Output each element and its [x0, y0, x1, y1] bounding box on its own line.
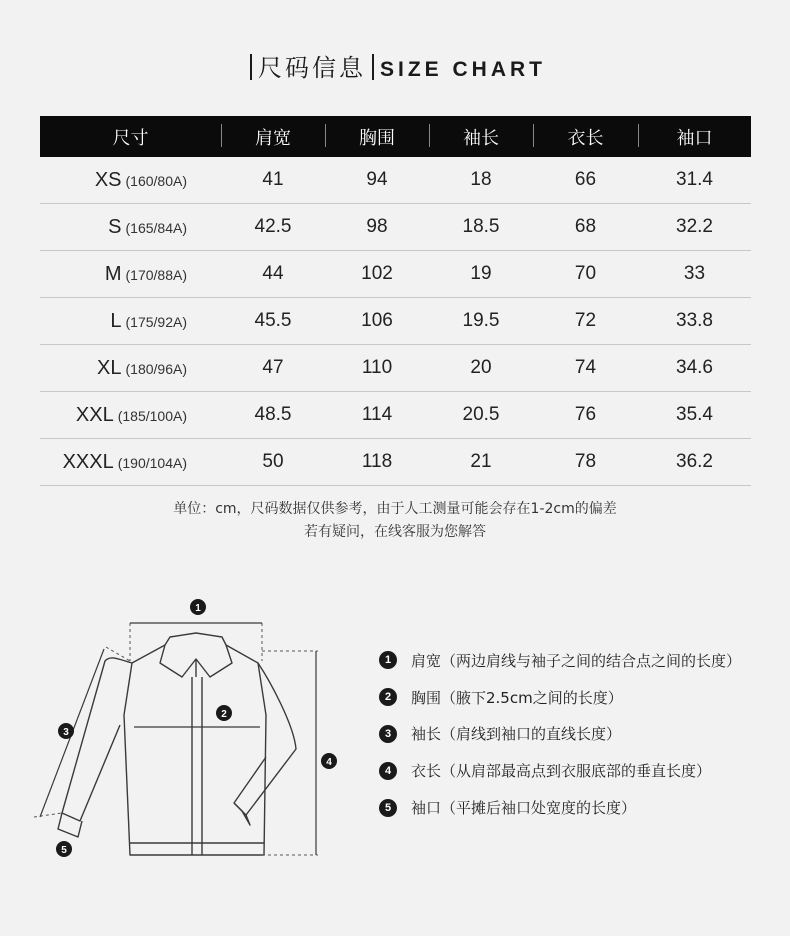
size-code: XXL	[75, 403, 114, 426]
marker-1-label: 1	[195, 603, 201, 614]
size-code: XXXL	[62, 450, 114, 473]
size-code: S	[108, 215, 122, 238]
shirt-diagram	[0, 585, 360, 885]
shirt-left-sleeve	[62, 658, 132, 821]
sleeve-cell: 18	[429, 157, 533, 204]
shoulder-cell: 47	[221, 345, 325, 392]
chest-cell: 110	[325, 345, 429, 392]
chest-cell: 98	[325, 204, 429, 251]
table-header-row	[40, 116, 751, 157]
sleeve-cell: 19.5	[429, 298, 533, 345]
shirt-outline	[124, 645, 266, 855]
title-divider	[250, 54, 252, 80]
legend-item	[379, 789, 741, 826]
header-length: 衣长	[533, 116, 638, 157]
length-cell: 66	[533, 157, 638, 204]
legend-number: 1	[379, 651, 397, 669]
measure-legend	[379, 642, 741, 826]
size-code: L	[110, 309, 122, 332]
size-cell	[40, 298, 221, 345]
header-sleeve: 袖长	[429, 116, 533, 157]
chest-cell: 118	[325, 439, 429, 486]
size-cell	[40, 439, 221, 486]
table-row	[40, 204, 751, 251]
title-en: SIZE CHART	[380, 58, 546, 81]
size-cell	[40, 392, 221, 439]
sleeve-cell: 19	[429, 251, 533, 298]
size-cell	[40, 251, 221, 298]
legend-number: 3	[379, 725, 397, 743]
legend-item	[379, 642, 741, 679]
cuff-cell: 33	[638, 251, 751, 298]
sleeve-cell: 20.5	[429, 392, 533, 439]
shoulder-cell: 50	[221, 439, 325, 486]
size-table	[40, 116, 751, 486]
size-spec: (160/80A)	[125, 172, 187, 189]
shoulder-cell: 45.5	[221, 298, 325, 345]
size-code: M	[104, 262, 122, 285]
table-row	[40, 345, 751, 392]
chest-cell: 102	[325, 251, 429, 298]
cuff-cell: 36.2	[638, 439, 751, 486]
length-cell: 72	[533, 298, 638, 345]
sleeve-cell: 21	[429, 439, 533, 486]
shoulder-cell: 42.5	[221, 204, 325, 251]
unit-note: 单位：cm，尺码数据仅供参考，由于人工测量可能会存在1-2cm的偏差	[173, 501, 617, 517]
table-row	[40, 392, 751, 439]
size-code: XL	[97, 356, 122, 379]
marker-5-label: 5	[61, 845, 67, 856]
shoulder-cell: 41	[221, 157, 325, 204]
header-chest: 胸围	[325, 116, 429, 157]
legend-number: 2	[379, 688, 397, 706]
marker-2-label: 2	[221, 709, 227, 720]
legend-text: 肩宽（两边肩线与袖子之间的结合点之间的长度）	[411, 651, 742, 670]
length-cell: 70	[533, 251, 638, 298]
shirt-placket	[192, 677, 202, 855]
size-spec: (185/100A)	[117, 407, 187, 424]
shoulder-cell: 48.5	[221, 392, 325, 439]
legend-item	[379, 716, 741, 753]
title-divider	[372, 54, 374, 80]
size-cell	[40, 204, 221, 251]
size-spec: (170/88A)	[125, 266, 187, 283]
chest-cell: 106	[325, 298, 429, 345]
table-row	[40, 157, 751, 204]
legend-number: 4	[379, 762, 397, 780]
header-size: 尺寸	[40, 116, 221, 157]
legend-text: 袖长（肩线到袖口的直线长度）	[411, 725, 622, 744]
legend-text: 衣长（从肩部最高点到衣服底部的垂直长度）	[411, 762, 712, 781]
size-code: XS	[94, 168, 122, 191]
shoulder-cell: 44	[221, 251, 325, 298]
legend-number: 5	[379, 799, 397, 817]
table-row	[40, 298, 751, 345]
cuff-cell: 31.4	[638, 157, 751, 204]
sleeve-cell: 18.5	[429, 204, 533, 251]
legend-item	[379, 752, 741, 789]
size-spec: (165/84A)	[125, 219, 187, 236]
chest-cell: 94	[325, 157, 429, 204]
cuff-cell: 32.2	[638, 204, 751, 251]
length-cell: 68	[533, 204, 638, 251]
header-shoulder: 肩宽	[221, 116, 325, 157]
marker-3-label: 3	[63, 727, 69, 738]
table-row	[40, 251, 751, 298]
size-spec: (175/92A)	[125, 313, 187, 330]
size-spec: (180/96A)	[125, 360, 187, 377]
size-cell	[40, 157, 221, 204]
title-cn: 尺码信息	[258, 54, 366, 82]
length-cell: 74	[533, 345, 638, 392]
length-cell: 78	[533, 439, 638, 486]
header-cuff: 袖口	[638, 116, 751, 157]
help-note: 若有疑问，在线客服为您解答	[304, 524, 486, 540]
legend-text: 胸围（腋下2.5cm之间的长度）	[411, 688, 623, 707]
chest-cell: 114	[325, 392, 429, 439]
length-cell: 76	[533, 392, 638, 439]
cuff-cell: 34.6	[638, 345, 751, 392]
cuff-cell: 35.4	[638, 392, 751, 439]
legend-text: 袖口（平摊后袖口处宽度的长度）	[411, 799, 637, 818]
size-spec: (190/104A)	[117, 454, 187, 471]
sleeve-cell: 20	[429, 345, 533, 392]
page-title	[0, 48, 790, 83]
table-row	[40, 439, 751, 486]
cuff-cell: 33.8	[638, 298, 751, 345]
marker-4-label: 4	[326, 757, 332, 768]
legend-item	[379, 679, 741, 716]
size-cell	[40, 345, 221, 392]
